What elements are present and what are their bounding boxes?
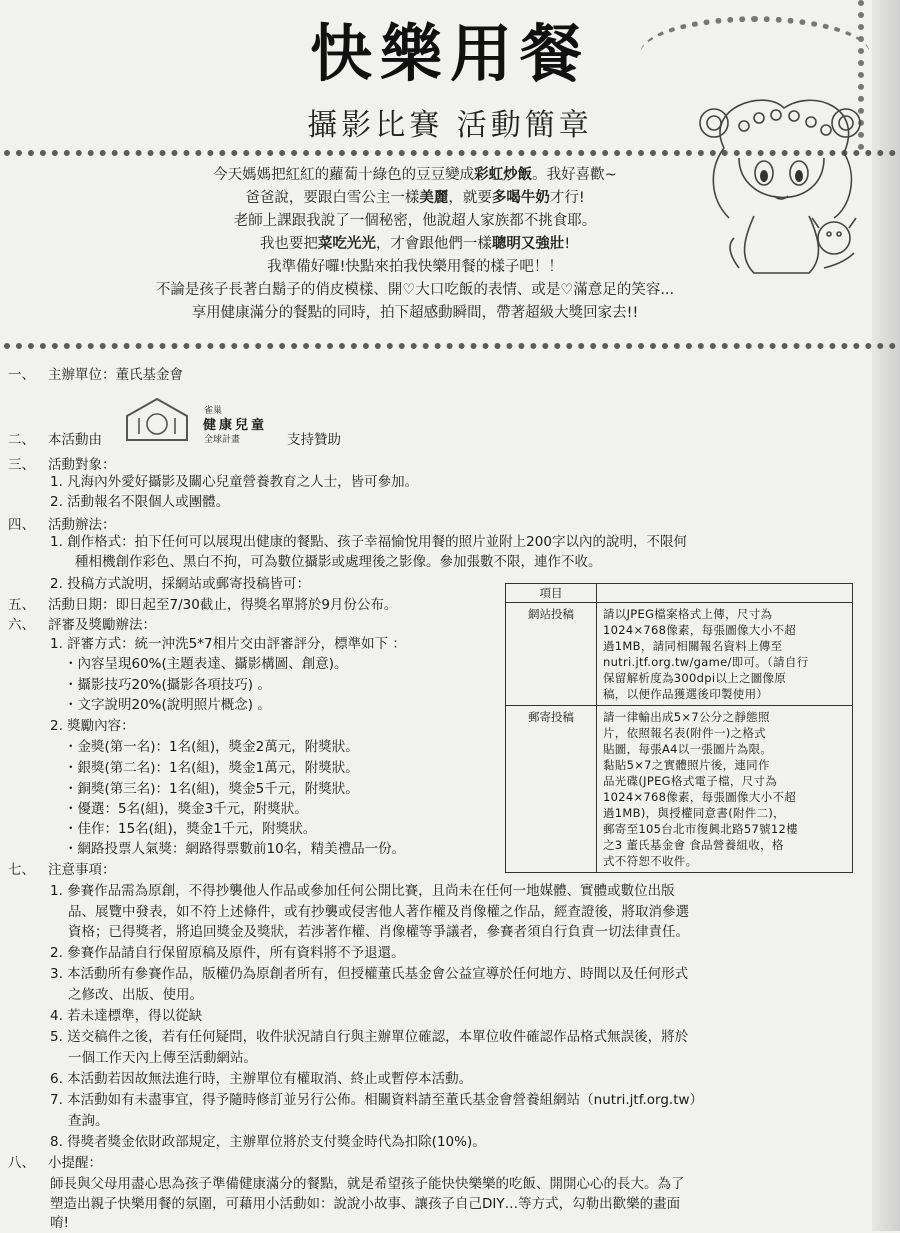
section-1-organizer: 一、 主辦單位：董氏基金會 — [8, 367, 183, 383]
logo-bottom-label: 全球計畫 — [204, 435, 241, 445]
criteria-item: ・文字說明20%(說明照片概念) 。 — [64, 697, 271, 713]
section-3-item-2: 2. 活動報名不限個人或團體。 — [50, 494, 230, 510]
table-row — [506, 603, 853, 706]
section-6-title: 六、 評審及獎勵辦法： — [8, 617, 156, 633]
section-3-title: 三、 活動對象： — [8, 457, 116, 473]
logo-name: 健康兒童 — [203, 418, 268, 433]
notice-line: 4. 若未達標準，得以從缺 — [50, 1008, 203, 1024]
prize-item: ・佳作：15名(組)，獎金1千元，附獎狀。 — [64, 821, 317, 837]
intro-line-5: 我準備好囉!快點來拍我快樂用餐的樣子吧！！ — [267, 259, 563, 275]
prize-item: ・銅獎(第三名)：1名(組)，獎金5千元，附獎狀。 — [64, 781, 359, 797]
criteria-item: ・攝影技巧20%(攝影各項技巧) 。 — [64, 677, 271, 693]
section-3-item-1: 1. 凡海內外愛好攝影及關心兒童營養教育之人士，皆可參加。 — [50, 474, 419, 490]
section-4-item-1b: 種相機創作彩色、黑白不拘，可為數位攝影或處理後之影像。參加張數不限，連作不收。 — [75, 554, 602, 570]
intro-line-3: 老師上課跟我說了一個秘密，他說超人家族都不挑食耶。 — [233, 213, 597, 229]
section-2-sponsor: 二、 本活動由 — [8, 432, 102, 448]
prize-item: ・金獎(第一名)：1名(組)，獎金2萬元，附獎狀。 — [64, 739, 359, 755]
page-title: 快樂用餐 — [309, 17, 590, 90]
notice-line: 5. 送交稿件之後，若有任何疑問，收件狀況請自行與主辦單位確認，本單位收件確認作品格式無誤後，將於 — [50, 1029, 689, 1045]
table-header-item: 項目 — [506, 584, 597, 603]
notice-line: 8. 得獎者獎金依財政部規定，主辦單位將於支付獎金時代為扣除(10%)。 — [50, 1134, 486, 1150]
notice-line: 查詢。 — [68, 1113, 109, 1129]
table-header-row — [506, 584, 853, 603]
method-cell: 網站投稿 — [506, 603, 597, 706]
prize-item: ・優選：5名(組)，獎金3千元，附獎狀。 — [64, 801, 308, 817]
section-6-judging: 1. 評審方式：統一沖洗5*7相片交由評審評分，標準如下 ： — [50, 636, 406, 652]
submission-methods-table — [505, 583, 853, 873]
notice-line: 品、展覽中發表，如不符上述條件，或有抄襲或侵害他人著作權及肖像權之作品，經查證後，將取消參選 — [68, 904, 689, 920]
notice-line: 之修改、出版、使用。 — [68, 987, 203, 1003]
intro-line-6: 不論是孩子長著白鬍子的俏皮模樣、開♡大口吃飯的表情、或是♡滿意足的笑容... — [155, 282, 675, 298]
notice-line: 資格；已得獎者，將追回獎金及獎狀，若涉著作權、肖像權等爭議者，參賽者須自行負責一切法律責任。 — [68, 924, 689, 940]
section-4-item-1a: 1. 創作格式：拍下任何可以展現出健康的餐點、孩子幸福愉悅用餐的照片並附上200字以內的說明，不限何 — [50, 534, 687, 550]
notice-line: 7. 本活動如有未盡事宜，得予隨時修訂並另行公佈。相關資料請至董氏基金會營養組網站（nutri.jtf.org.tw） — [50, 1092, 704, 1108]
logo-top-label: 雀巢 — [204, 406, 223, 416]
intro-line-2: 爸爸說，要跟白雪公主一樣美麗，就要多喝牛奶才行! — [245, 190, 585, 206]
method-cell: 郵寄投稿 — [506, 706, 597, 873]
method-description: 請一律輸出成5×7公分之靜態照 片，依照報名表(附件一)之格式 貼圖，每張A4以一張圖片為限。 黏貼5×7之實體照片後，連同作 品光碟(JPEG格式電子檔，尺寸為 1024×768像素，每張圖像大小不超 過1MB)，與授權同意書(附件二)， 郵寄至105台北市復興北路57號12樓 之3 董氏基金會 食品營養組收，格 式不符恕不收件。 — [597, 706, 853, 873]
section-6-prizes-title: 2. 獎勵內容： — [50, 718, 135, 734]
section-4-title: 四、 活動辦法： — [8, 517, 116, 533]
reminder-line: 師長與父母用盡心思為孩子準備健康滿分的餐點，就是希望孩子能快快樂樂的吃飯、開開心心的長大。為了 — [50, 1176, 685, 1192]
section-5-dates: 五、 活動日期：即日起至7/30截止，得獎名單將於9月份公布。 — [8, 597, 398, 613]
intro-line-4: 我也要把菜吃光光，才會跟他們一樣聰明又強壯! — [259, 236, 571, 252]
table-header-desc — [597, 584, 853, 603]
table-row — [506, 706, 853, 873]
section-7-title: 七、 注意事項： — [8, 862, 116, 878]
dotted-border-bottom — [4, 343, 896, 349]
healthy-kids-logo-icon — [122, 396, 192, 442]
notice-line: 6. 本活動若因故無法進行時，主辦單位有權取消、終止或暫停本活動。 — [50, 1071, 473, 1087]
method-description: 請以JPEG檔案格式上傳，尺寸為 1024×768像素，每張圖像大小不超 過1MB，請同相關報名資料上傳至 nutri.jtf.org.tw/game/即可。（請自行 保留解析度為300dpi以上之圖像原 稿，以便作品獲選後印製使用） — [597, 603, 853, 706]
intro-line-1: 今天媽媽把紅紅的蘿蔔十綠色的豆豆變成彩虹炒飯。我好喜歡~ — [213, 167, 617, 183]
page-edge-shadow — [872, 0, 900, 1231]
notice-line: 3. 本活動所有參賽作品，版權仍為原創者所有，但授權董氏基金會公益宣導於任何地方、時間以及任何形式 — [50, 966, 689, 982]
intro-line-7: 享用健康滿分的餐點的同時，拍下超感動瞬間，帶著超級大獎回家去!! — [191, 305, 639, 321]
reminder-line: 塑造出親子快樂用餐的氛圍，可藉用小活動如：說說小故事、讓孩子自己DIY…等方式，勾勒出歡樂的畫面 — [50, 1196, 681, 1212]
page-subtitle: 攝影比賽 活動簡章 — [307, 108, 593, 143]
notice-line: 1. 參賽作品需為原創，不得抄襲他人作品或參加任何公開比賽，且尚未在任何一地媒體、實體或數位出版 — [50, 883, 675, 899]
reminder-line: 唷! — [50, 1215, 69, 1231]
section-2-suffix: 支持贊助 — [287, 432, 341, 448]
prize-item: ・網路投票人氣獎：網路得票數前10名，精美禮品一份。 — [64, 841, 406, 857]
section-8-title: 八、 小提醒： — [8, 1155, 102, 1171]
section-4-item-2: 2. 投稿方式說明，採網站或郵寄投稿皆可： — [50, 576, 311, 592]
criteria-item: ・內容呈現60%(主題表達、攝影構圖、創意)。 — [64, 656, 348, 672]
notice-line: 一個工作天內上傳至活動網站。 — [68, 1050, 257, 1066]
prize-item: ・銀獎(第二名)：1名(組)，獎金1萬元，附獎狀。 — [64, 760, 359, 776]
intro-paragraph — [90, 164, 740, 325]
notice-line: 2. 參賽作品請自行保留原稿及原件，所有資料將不予退還。 — [50, 945, 405, 961]
